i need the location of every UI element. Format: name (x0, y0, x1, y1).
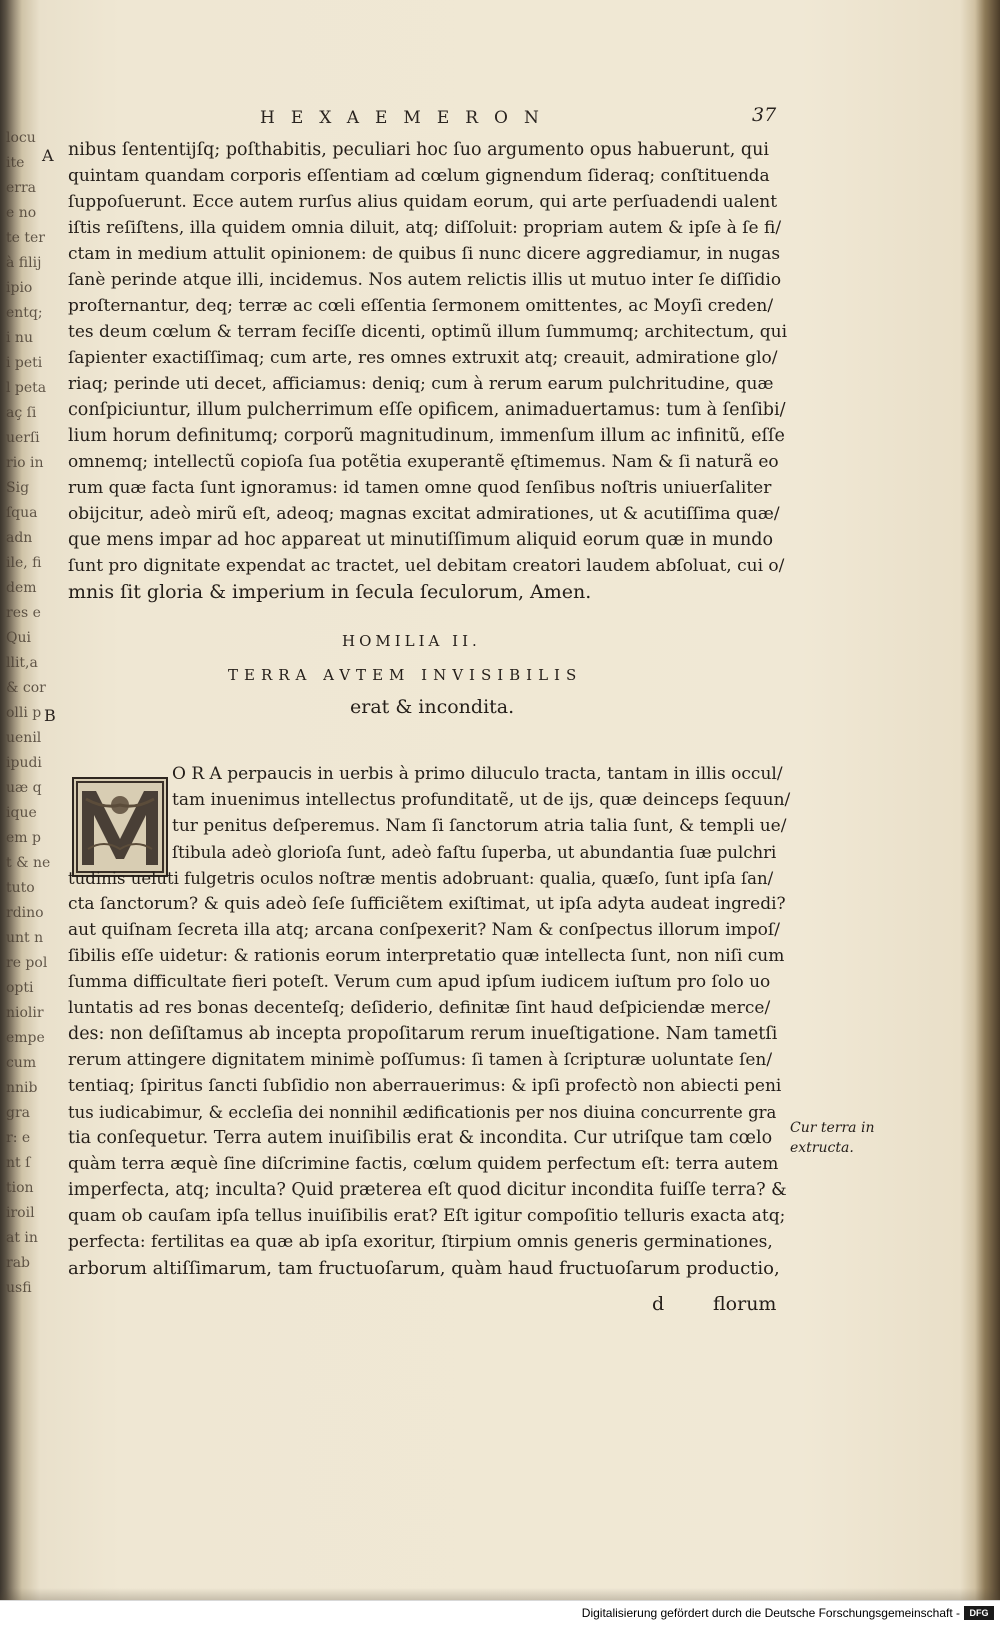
previous-page-fragment: em p (6, 830, 41, 846)
paragraph-2-line: aut quiſnam ſecreta illa atq; arcana conſpexerit? Nam & conſpectus illorum impoſ/ (68, 920, 780, 940)
paragraph-2-line: tia conſequetur. Terra autem inuiſibilis erat & incondita. Cur utriſque tam cœlo (68, 1128, 773, 1148)
catchword: florum (713, 1293, 777, 1315)
previous-page-fragment: ique (6, 805, 37, 821)
footer-bar (0, 1600, 1000, 1626)
paragraph-2-beside-initial-line: tur penitus deſperemus. Nam ſi ſanctorum atria talia ſunt, & templi ue/ (172, 816, 787, 836)
paragraph-1-line: obijcitur, adeò mirũ eſt, adeoq; magnas excitat admirationes, ut & acutiſſima quæ/ (68, 504, 780, 524)
paragraph-2-line: ſumma difficultate fieri poteſt. Verum cum apud ipſum iudicem iuſtum pro ſolo uo (68, 972, 771, 992)
previous-page-fragment: niolir (6, 1005, 44, 1021)
decorated-initial (72, 777, 168, 877)
previous-page-fragment: ipudi (6, 755, 42, 771)
paragraph-1-line: mnis ſit gloria & imperium in ſecula ſeculorum, Amen. (68, 581, 592, 603)
paragraph-2-line: arborum altiſſimarum, tam fructuoſarum, quàm haud fructuoſarum productio, (68, 1258, 780, 1279)
previous-page-fragment: gra (6, 1105, 31, 1121)
previous-page-fragment: res e (6, 605, 41, 621)
previous-page-fragment: rab (6, 1255, 31, 1271)
previous-page-fragment: tion (6, 1180, 34, 1196)
paragraph-1-line: riaq; perinde uti decet, afficiamus: deniq; cum à rerum earum pulchritudine, quæ (68, 374, 774, 394)
paragraph-2-line: imperfecta, atq; inculta? Quid præterea eſt quod dicitur incondita fuiſſe terra? & (68, 1180, 787, 1200)
running-head: HEXAEMERON (260, 108, 555, 128)
paragraph-2-line: tudinis ueluti fulgetris oculos noſtræ mentis adobruant: qualia, quæſo, ſunt ipſa ſan/ (68, 869, 774, 888)
paragraph-2-line: tus iudicabimur, & eccleſia dei nonnihil ædificationis per nos diuina concurrente gra (68, 1103, 777, 1122)
previous-page-fragment: unt n (6, 930, 44, 946)
paragraph-1-line: que mens impar ad hoc appareat ut minutiſſimum aliquid eorum quæ in mundo (68, 530, 774, 550)
previous-page-fragment: nnib (6, 1080, 38, 1096)
marginal-note-line-1: Cur terra in (790, 1120, 875, 1136)
paragraph-2-line: quam ob cauſam ipſa tellus inuiſibilis erat? Eſt igitur compoſitio telluris exacta atq; (68, 1206, 786, 1226)
previous-page-fragment: Qui (6, 630, 31, 646)
paragraph-2-line: tentiaq; ſpiritus ſancti ſubſidio non aberrauerimus: & ipſi profectò non abiecti peni (68, 1076, 782, 1096)
previous-page-fragment: opti (6, 980, 34, 996)
previous-page-fragment: uerſi (6, 430, 40, 446)
previous-page-fragment: i peti (6, 355, 43, 371)
previous-page-fragment: nt ſ (6, 1155, 31, 1171)
paragraph-2-beside-initial-line: O R A perpaucis in uerbis à primo diluculo tracta, tantam in illis occul/ (172, 764, 783, 784)
paragraph-1-line: ſunt pro dignitate expendat ac tractet, uel debitam creatori laudem abſoluat, cui o/ (68, 556, 785, 576)
previous-page-fragment: ile, fi (6, 555, 42, 571)
previous-page-fragment: ite (6, 155, 25, 171)
marginal-note-line-2: extructa. (790, 1140, 854, 1156)
paragraph-2-line: quàm terra æquè ſine diſcrimine factis, cœlum quidem perfectum eſt: terra autem (68, 1154, 779, 1174)
initial-letter-image (74, 779, 166, 875)
previous-page-fragment: uæ q (6, 780, 42, 796)
previous-page-fragment: olli p (6, 705, 42, 721)
paragraph-1-line: tes deum cœlum & terram feciſſe dicenti, optimũ illum ſummumq; architectum, qui (68, 322, 788, 342)
paragraph-2-line: luntatis ad res bonas decenteſq; deſiderio, definitæ ſint haud deſpiciendæ merce/ (68, 998, 771, 1018)
previous-page-fragment: & cor (6, 680, 46, 696)
paragraph-2-line: ſibilis eſſe uidetur: & rationis eorum interpretatio quæ intellecta ſunt, non niſi cum (68, 946, 785, 966)
paragraph-1-line: ctam in medium attulit opinionem: de quibus ſi nunc dicere aggrediamur, in nugas (68, 244, 781, 264)
previous-page-fragment: usfi (6, 1280, 32, 1296)
page-number: 37 (752, 104, 777, 126)
previous-page-fragment: cum (6, 1055, 37, 1071)
previous-page-fragment: erra (6, 180, 37, 196)
previous-page-fragment: locu (6, 130, 36, 146)
footer-credit: Digitalisierung gefördert durch die Deutsche Forschungsgemeinschaft - (581, 1606, 960, 1620)
signature-mark: d (652, 1293, 665, 1315)
dfg-logo: DFG (964, 1606, 994, 1620)
homily-title: HOMILIA II. (342, 632, 481, 650)
previous-page-fragment: r: e (6, 1130, 31, 1146)
previous-page-fragment: ipio (6, 280, 33, 296)
previous-page-fragment: dem (6, 580, 37, 596)
previous-page-fragment: llit,a (6, 655, 38, 671)
paragraph-1-line: proſternantur, deq; terræ ac cœli eſſentia ſermonem omittentes, ac Moyſi creden/ (68, 296, 774, 316)
heading-line-1: TERRA AVTEM INVISIBILIS (228, 666, 583, 684)
previous-page-fragment: aç ſi (6, 405, 37, 421)
paragraph-2-line: des: non deſiſtamus ab incepta propoſitarum rerum inueſtigatione. Nam tametſi (68, 1024, 778, 1044)
previous-page-fragment: rdino (6, 905, 44, 921)
previous-page-fragment: Sig (6, 480, 30, 496)
paragraph-2-line: rerum attingere dignitatem minimè poſſumus: ſi tamen à ſcripturæ uoluntate ſen/ (68, 1050, 773, 1070)
previous-page-fragment: rio in (6, 455, 44, 471)
paragraph-1-line: quintam quandam corporis eſſentiam ad cœlum gignendum ſideraq; conſtituenda (68, 166, 770, 186)
paragraph-1-line: lium horum definitumq; corporũ magnitudinum, immenſum illum ac infinitũ, eſſe (68, 426, 785, 446)
previous-page-fragment: i nu (6, 330, 33, 346)
previous-page-fragment: entq; (6, 305, 43, 321)
paragraph-1-line: ſanè perinde atque illi, incidemus. Nos autem relictis illis ut mutuo inter ſe diſſidio (68, 270, 782, 290)
previous-page-fragment: t & ne (6, 855, 51, 871)
section-mark-b: B (44, 706, 56, 725)
previous-page-fragment: re pol (6, 955, 48, 971)
previous-page-fragment: l peta (6, 380, 47, 396)
previous-page-fragment: e no (6, 205, 37, 221)
paragraph-1-line: iſtis reſiſtens, illa quidem omnia diluit, atq; diſſoluit: propriam autem & ipſe à ſe fi/ (68, 218, 782, 238)
section-mark-a: A (42, 146, 54, 165)
previous-page-fragment: uenil (6, 730, 42, 746)
previous-page-fragment: à filij (6, 255, 42, 271)
previous-page-fragment: empe (6, 1030, 45, 1046)
paragraph-1-line: ſuppoſuerunt. Ecce autem rurſus alius quidam eorum, qui arte perſuadendi ualent (68, 192, 778, 212)
previous-page-fragment: ſqua (6, 505, 38, 521)
previous-page-fragment: adn (6, 530, 33, 546)
previous-page-fragment: tuto (6, 880, 35, 896)
paragraph-1-line: nibus ſententijſq; poſthabitis, peculiari hoc ſuo argumento opus habuerunt, qui (68, 140, 769, 160)
paragraph-1-line: conſpiciuntur, illum pulcherrimum eſſe opificem, animaduertamus: tum à ſenſibi/ (68, 400, 786, 420)
previous-page-fragment: te ter (6, 230, 45, 246)
paragraph-2-beside-initial-line: ſtibula adeò glorioſa ſunt, adeò faſtu ſuperba, ut abundantia ſuæ pulchri (172, 843, 777, 862)
paragraph-2-line: cta ſanctorum? & quis adeò ſeſe ſufficiẽtem exiſtimat, ut ipſa adyta audeat ingredi? (68, 894, 786, 914)
paragraph-1-line: rum quæ facta ſunt ignoramus: id tamen omne quod ſenſibus noſtris uniuerſaliter (68, 478, 772, 498)
paragraph-2-line: perfecta: fertilitas ea quæ ab ipſa exoritur, ſtirpium omnis generis germinationes, (68, 1232, 773, 1252)
previous-page-fragment: iroil (6, 1205, 35, 1221)
page-shadow (0, 1588, 1000, 1600)
heading-line-2: erat & incondita. (350, 696, 515, 718)
paragraph-2-beside-initial-line: tam inuenimus intellectus profunditatẽ, ut de ijs, quæ deinceps ſequun/ (172, 790, 791, 810)
paragraph-1-line: omnemq; intellectũ copioſa ſua potẽtia exuperantẽ ęſtimemus. Nam & ſi naturã eo (68, 452, 779, 472)
previous-page-fragment: at in (6, 1230, 38, 1246)
paragraph-1-line: ſapienter exactiſſimaq; cum arte, res omnes extruxit atq; creauit, admiratione glo/ (68, 348, 778, 368)
